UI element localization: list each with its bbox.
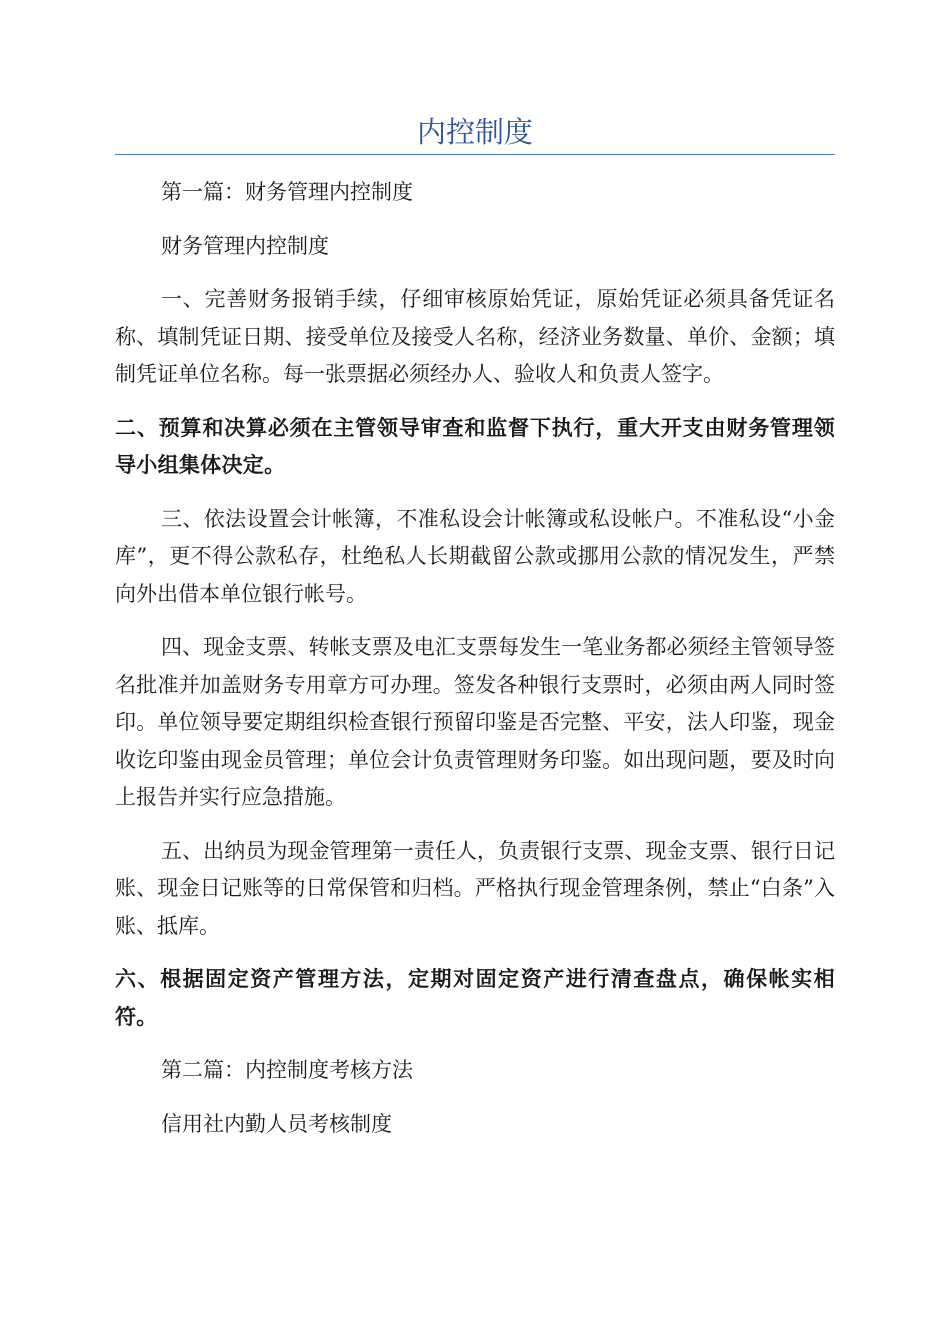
document-title: 内控制度 bbox=[416, 115, 533, 149]
paragraph-item-1: 一、完善财务报销手续，仔细审核原始凭证，原始凭证必须具备凭证名称、填制凭证日期、接受单位及接受人名称，经济业务数量、单价、金额；填制凭证单位名称。每一张票据必须经办人、验收人和负责人签字。 bbox=[115, 287, 835, 386]
document-body bbox=[115, 174, 835, 1159]
paragraph-item-4: 四、现金支票、转帐支票及电汇支票每发生一笔业务都必须经主管领导签名批准并加盖财务专用章方可办理。签发各种银行支票时，必须由两人同时签印。单位领导要定期组织检查银行预留印鉴是否完整、平安，法人印鉴，现金收讫印鉴由现金员管理；单位会计负责管理财务印鉴。如出现问题，要及时向上报告并实行应急措施。 bbox=[115, 635, 835, 809]
title-underline-divider bbox=[115, 154, 835, 155]
section-heading-part-one: 第一篇：财务管理内控制度 bbox=[161, 180, 413, 204]
subheading-financial-control: 财务管理内控制度 bbox=[161, 233, 329, 258]
paragraph-item-6-bold: 六、根据固定资产管理方法，定期对固定资产进行清查盘点，确保帐实相符。 bbox=[115, 967, 835, 1029]
subheading-staff-assessment: 信用社内勤人员考核制度 bbox=[161, 1111, 392, 1136]
paragraph-item-2-bold: 二、预算和决算必须在主管领导审查和监督下执行，重大开支由财务管理领导小组集体决定。 bbox=[115, 415, 835, 477]
paragraph-item-5: 五、出纳员为现金管理第一责任人，负责银行支票、现金支票、银行日记账、现金日记账等的日常保管和归档。严格执行现金管理条例，禁止“白条”入账、抵库。 bbox=[115, 838, 835, 938]
section-heading-part-two: 第二篇：内控制度考核方法 bbox=[161, 1058, 413, 1082]
paragraph-item-3: 三、依法设置会计帐簿，不准私设会计帐簿或私设帐户。不准私设“小金库”，更不得公款私存，杜绝私人长期截留公款或挪用公款的情况发生，严禁向外出借本单位银行帐号。 bbox=[115, 506, 835, 606]
